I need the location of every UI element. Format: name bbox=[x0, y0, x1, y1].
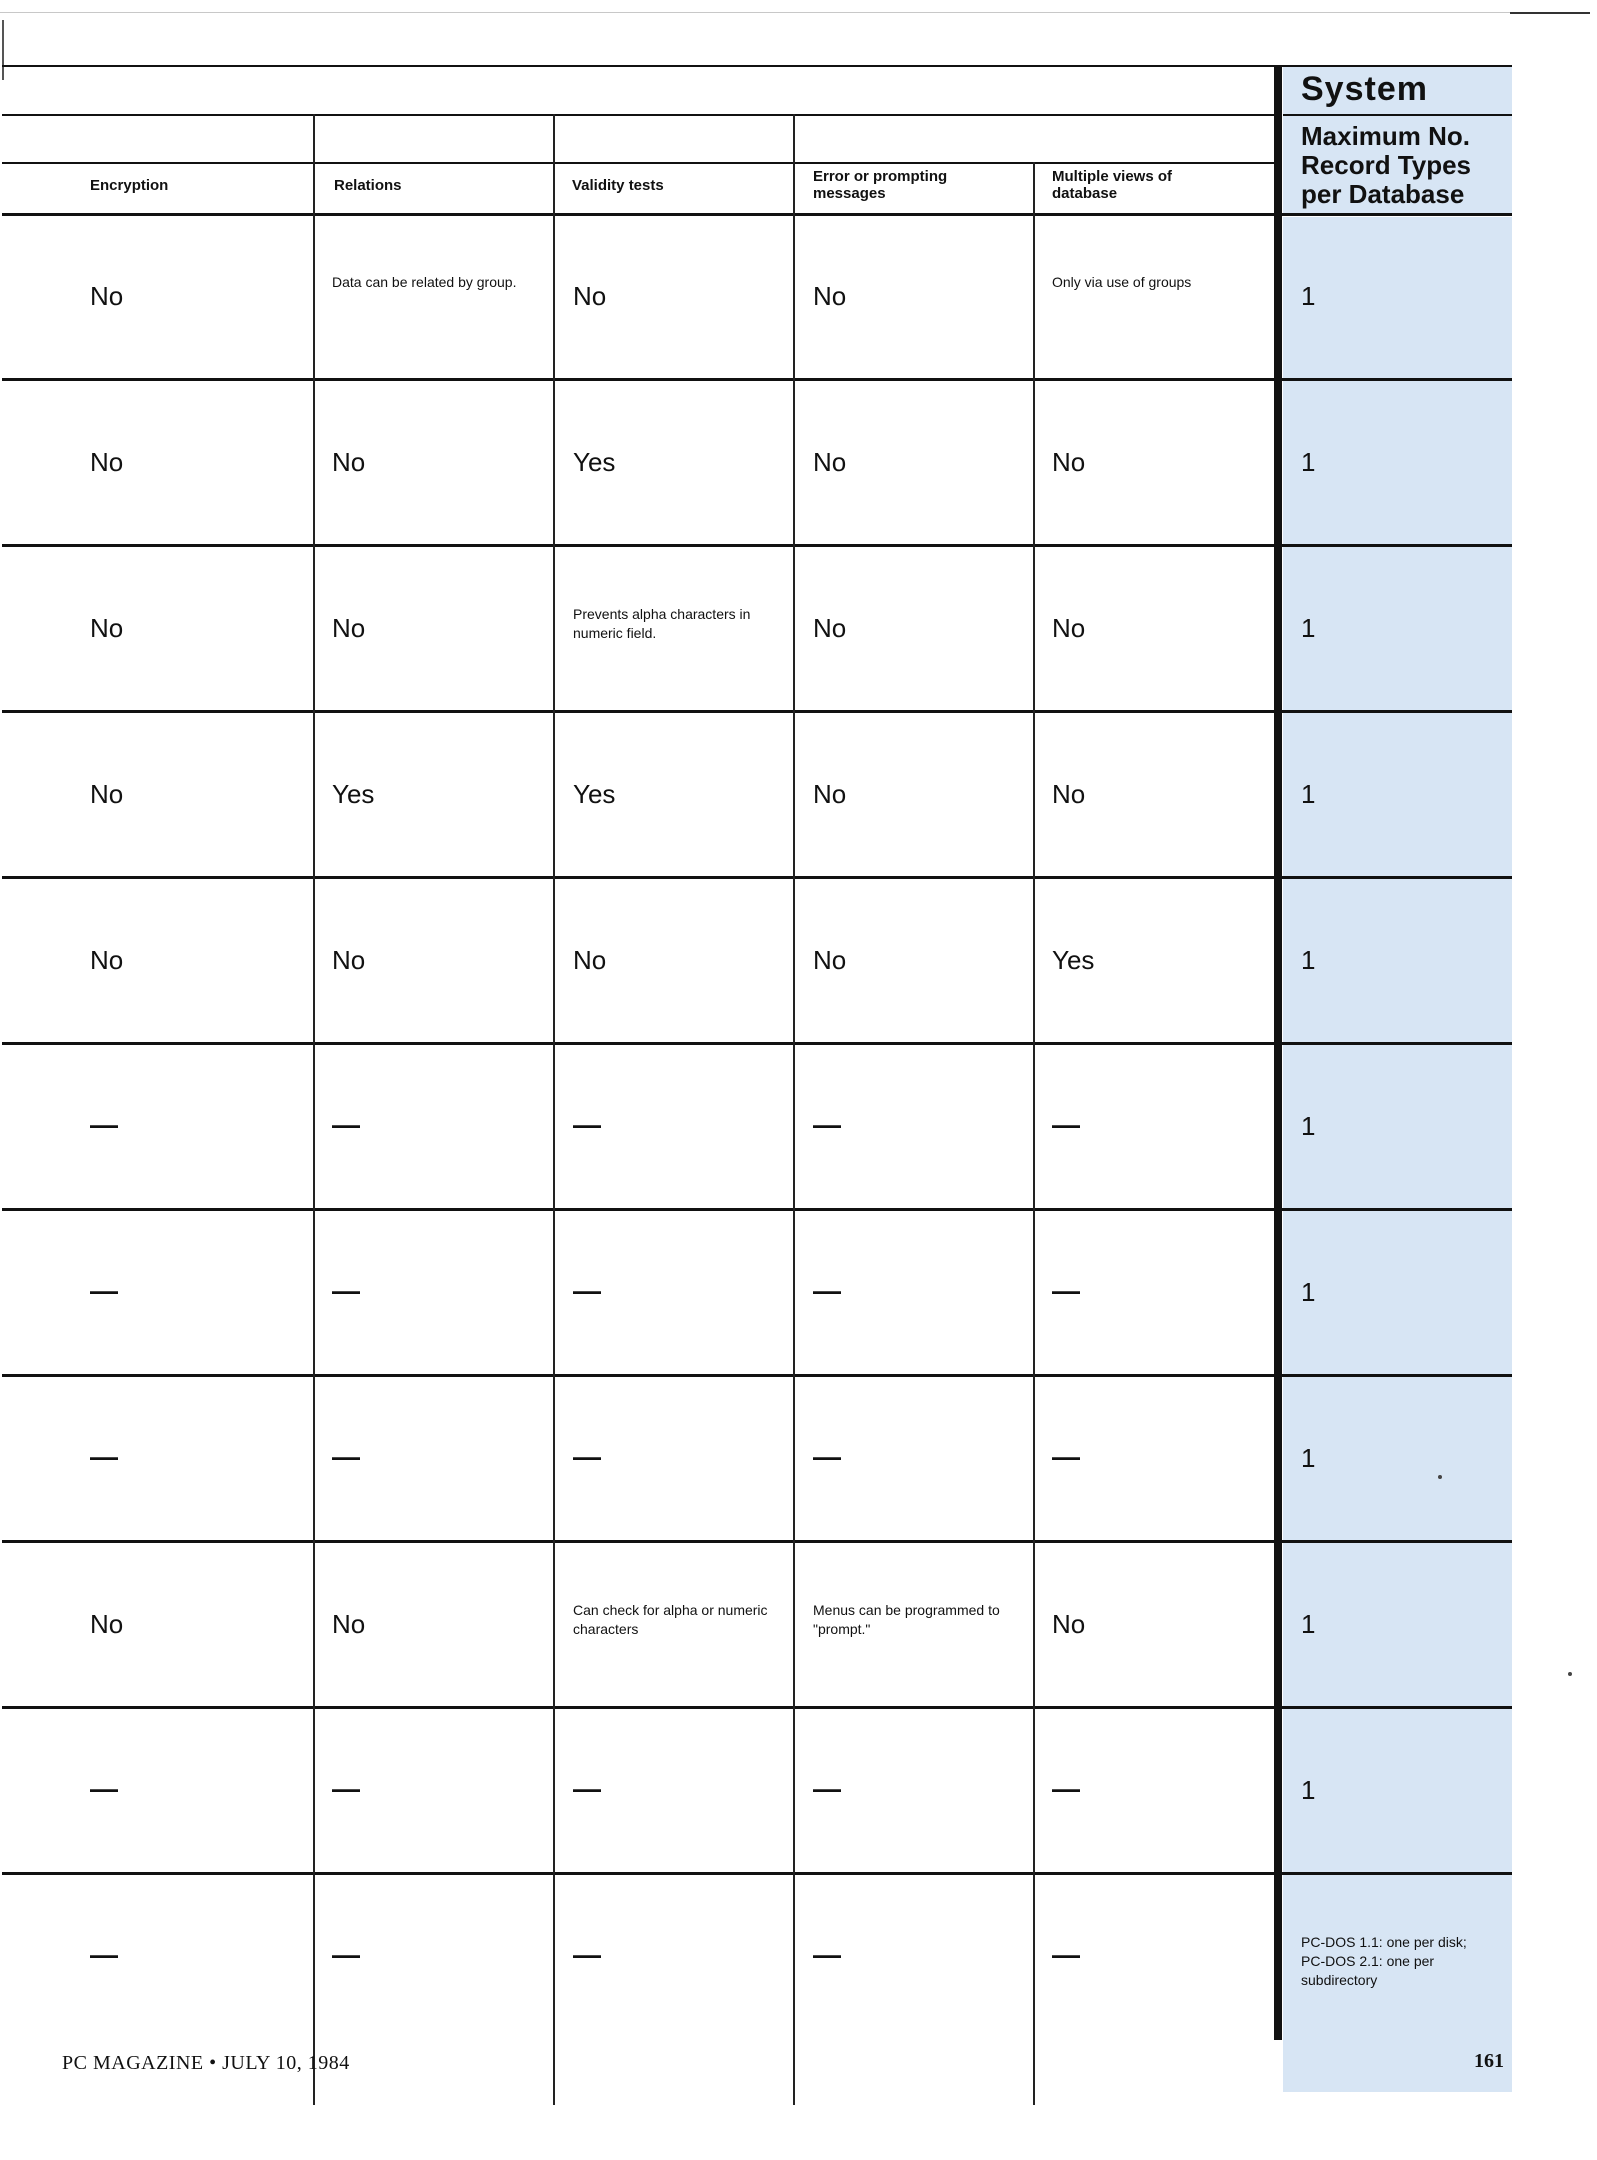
cell-views: — bbox=[1052, 1109, 1080, 1140]
col-header-validity: Validity tests bbox=[572, 177, 664, 194]
column-divider bbox=[313, 114, 315, 2105]
col-header-encryption: Encryption bbox=[90, 177, 169, 194]
cell-validity: — bbox=[573, 1773, 601, 1804]
cell-encryption: No bbox=[90, 447, 124, 477]
col-header-views: Multiple views of database bbox=[1052, 168, 1173, 202]
row-divider bbox=[2, 1872, 1512, 1875]
cell-encryption: No bbox=[90, 281, 124, 311]
page-number: 161 bbox=[1474, 2050, 1504, 2072]
cell-views: — bbox=[1052, 1275, 1080, 1306]
scan-speck bbox=[1438, 1475, 1442, 1479]
cell-relations: Yes bbox=[332, 779, 375, 809]
scan-speck bbox=[1568, 1672, 1572, 1676]
cell-relations: No bbox=[332, 945, 366, 975]
cell-error: — bbox=[813, 1773, 841, 1804]
system-title: System bbox=[1301, 70, 1428, 108]
cell-encryption: — bbox=[90, 1939, 118, 1970]
row-divider bbox=[2, 1042, 1512, 1045]
row-divider bbox=[2, 544, 1512, 547]
cell-error: No bbox=[813, 613, 847, 643]
cell-validity: Prevents alpha characters in numeric field. bbox=[573, 606, 751, 641]
cell-relations: No bbox=[332, 447, 366, 477]
cell-max: 1 bbox=[1301, 945, 1316, 975]
cell-error: No bbox=[813, 447, 847, 477]
cell-max: PC-DOS 1.1: one per disk; PC-DOS 2.1: one per subdirectory bbox=[1301, 1934, 1467, 1988]
column-divider bbox=[793, 114, 795, 2105]
cell-relations: Data can be related by group. bbox=[332, 274, 517, 290]
cell-validity: Can check for alpha or numeric characters bbox=[573, 1602, 768, 1637]
cell-validity: No bbox=[573, 945, 607, 975]
cell-error: — bbox=[813, 1441, 841, 1472]
row-divider bbox=[2, 1540, 1512, 1543]
row-divider bbox=[2, 1208, 1512, 1211]
cell-validity: Yes bbox=[573, 779, 616, 809]
row-divider bbox=[2, 378, 1512, 381]
cell-encryption: — bbox=[90, 1773, 118, 1804]
cell-views: — bbox=[1052, 1441, 1080, 1472]
cell-relations: — bbox=[332, 1441, 360, 1472]
cell-error: No bbox=[813, 281, 847, 311]
cell-validity: — bbox=[573, 1109, 601, 1140]
cell-encryption: No bbox=[90, 613, 124, 643]
cell-relations: No bbox=[332, 1609, 366, 1639]
cell-error: No bbox=[813, 945, 847, 975]
cell-validity: No bbox=[573, 281, 607, 311]
system-subtitle: Maximum No. Record Types per Database bbox=[1301, 121, 1472, 209]
cell-error: Menus can be programmed to "prompt." bbox=[813, 1602, 1000, 1637]
cell-validity: — bbox=[573, 1939, 601, 1970]
col-header-error: Error or prompting messages bbox=[813, 168, 948, 202]
row-divider bbox=[2, 1374, 1512, 1377]
comparison-table bbox=[2, 65, 1512, 2045]
cell-relations: — bbox=[332, 1275, 360, 1306]
cell-max: 1 bbox=[1301, 1609, 1316, 1639]
cell-encryption: — bbox=[90, 1275, 118, 1306]
cell-views: Only via use of groups bbox=[1052, 274, 1192, 290]
cell-max: 1 bbox=[1301, 1111, 1316, 1141]
cell-views: No bbox=[1052, 779, 1086, 809]
magazine-footer: PC MAGAZINE • JULY 10, 1984 bbox=[62, 2052, 350, 2074]
cell-relations: — bbox=[332, 1939, 360, 1970]
row-divider bbox=[2, 710, 1512, 713]
cell-views: No bbox=[1052, 1609, 1086, 1639]
cell-error: — bbox=[813, 1109, 841, 1140]
page-corner-edge bbox=[1510, 12, 1590, 14]
system-divider bbox=[1274, 65, 1282, 2040]
cell-max: 1 bbox=[1301, 779, 1316, 809]
cell-views: — bbox=[1052, 1773, 1080, 1804]
cell-relations: — bbox=[332, 1773, 360, 1804]
cell-error: No bbox=[813, 779, 847, 809]
cell-max: 1 bbox=[1301, 613, 1316, 643]
cell-max: 1 bbox=[1301, 447, 1316, 477]
cell-encryption: — bbox=[90, 1441, 118, 1472]
cell-relations: — bbox=[332, 1109, 360, 1140]
column-divider bbox=[1033, 162, 1035, 2105]
cell-max: 1 bbox=[1301, 281, 1316, 311]
cell-relations: No bbox=[332, 613, 366, 643]
cell-error: — bbox=[813, 1939, 841, 1970]
cell-max: 1 bbox=[1301, 1443, 1316, 1473]
row-divider bbox=[2, 1706, 1512, 1709]
column-divider bbox=[553, 114, 555, 2105]
cell-views: — bbox=[1052, 1939, 1080, 1970]
page-top-edge bbox=[0, 12, 1510, 13]
system-column-background bbox=[1283, 217, 1512, 2092]
cell-views: No bbox=[1052, 447, 1086, 477]
row-divider bbox=[2, 876, 1512, 879]
cell-views: No bbox=[1052, 613, 1086, 643]
cell-encryption: No bbox=[90, 1609, 124, 1639]
cell-error: — bbox=[813, 1275, 841, 1306]
cell-max: 1 bbox=[1301, 1775, 1316, 1805]
cell-encryption: — bbox=[90, 1109, 118, 1140]
col-header-relations: Relations bbox=[334, 177, 402, 194]
cell-encryption: No bbox=[90, 945, 124, 975]
cell-max: 1 bbox=[1301, 1277, 1316, 1307]
cell-validity: — bbox=[573, 1441, 601, 1472]
cell-validity: — bbox=[573, 1275, 601, 1306]
cell-validity: Yes bbox=[573, 447, 616, 477]
cell-views: Yes bbox=[1052, 945, 1095, 975]
cell-encryption: No bbox=[90, 779, 124, 809]
